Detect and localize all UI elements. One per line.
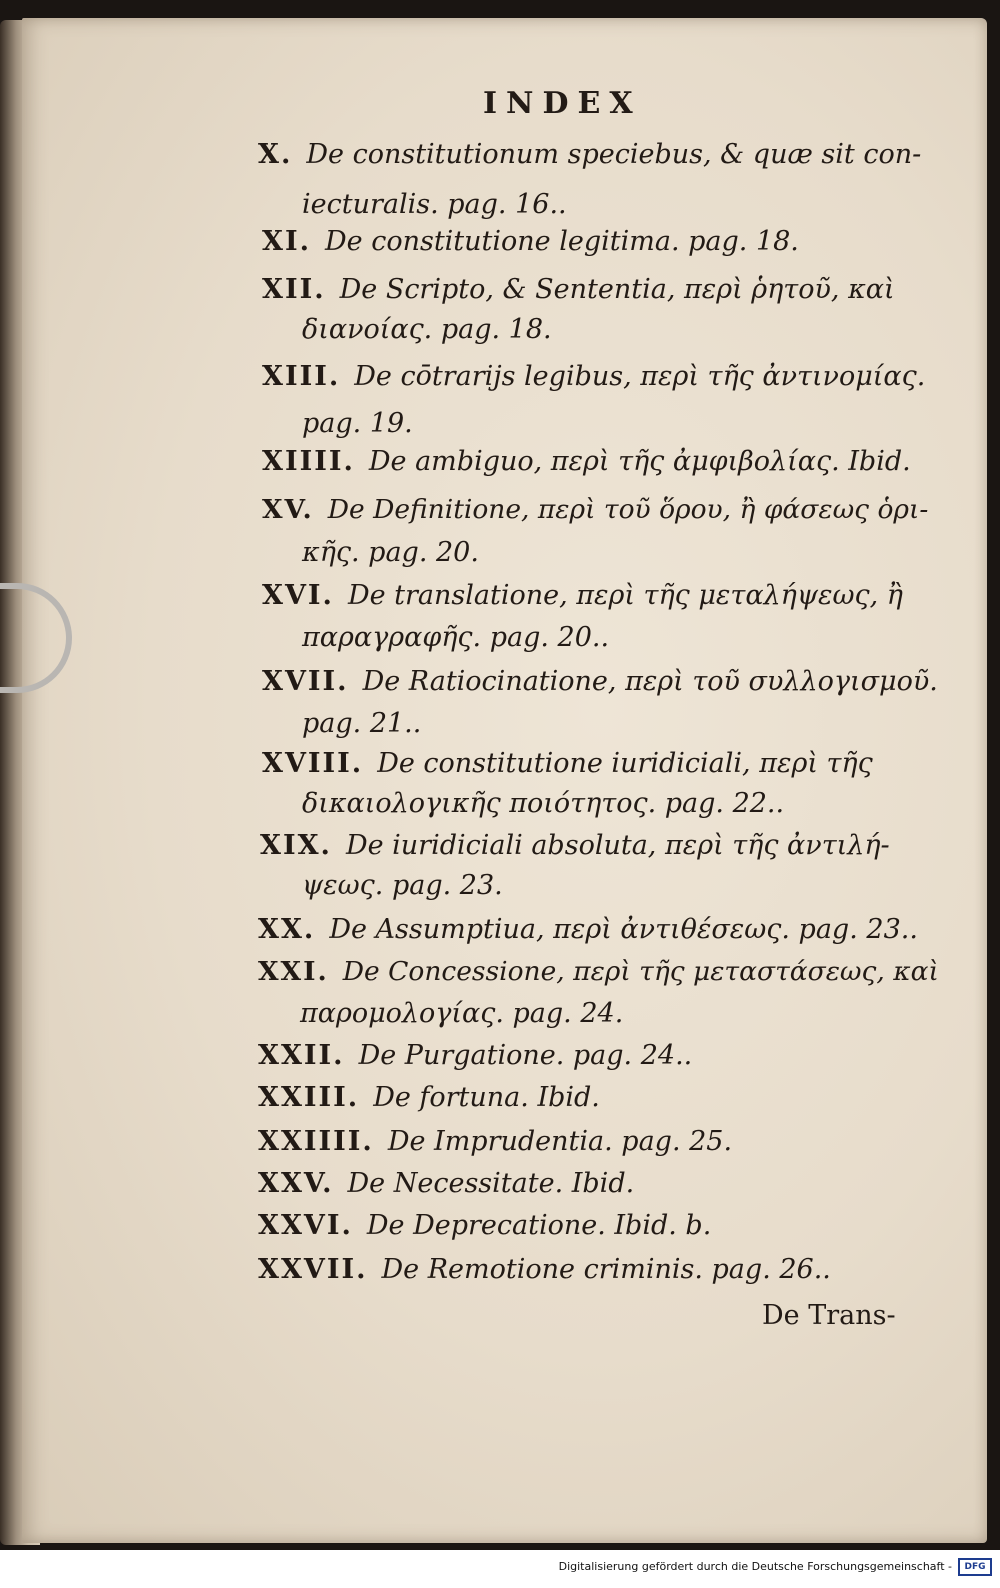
index-entry-xiiii: XIIII. De ambiguo, περὶ τῆς ἀμφιβολίας. Ibid. [262,446,911,477]
catchword: De Trans- [762,1300,896,1331]
index-entry-xxvii: XXVII. De Remotione criminis. pag. 26.. [258,1254,831,1285]
index-entry-xii-cont: διανοίας. pag. 18. [302,314,552,345]
index-entry-xxiiii: XXIIII. De Imprudentia. pag. 25. [258,1126,733,1157]
index-entry-xvi-cont: παραγραφῆς. pag. 20.. [302,622,610,653]
index-entry-x-cont: iecturalis. pag. 16.. [302,189,567,220]
index-entry-xix: XIX. De iuridiciali absoluta, περὶ τῆς ἀντιλή- [260,830,890,861]
index-entry-xvii-cont: pag. 21.. [302,708,422,739]
index-entry-xiii-cont: pag. 19. [302,408,413,439]
index-entry-xiii: XIII. De cōtrarijs legibus, περὶ τῆς ἀντινομίας. [262,361,926,392]
index-entry-xxvi: XXVI. De Deprecatione. Ibid. b. [258,1210,712,1241]
index-entry-xxiii: XXIII. De fortuna. Ibid. [258,1082,600,1113]
index-entry-xv-cont: κῆς. pag. 20. [302,537,479,568]
index-entry-xx: XX. De Assumptiua, περὶ ἀντιθέσεως. pag. 23.. [258,914,918,945]
index-entry-xix-cont: ψεως. pag. 23. [302,870,503,901]
index-entry-xxv: XXV. De Necessitate. Ibid. [258,1168,635,1199]
index-entry-xii: XII. De Scripto, & Sententia, περὶ ῥητοῦ, καὶ [262,274,895,305]
dfg-logo: DFG [958,1558,992,1576]
index-entry-xviii: XVIII. De constitutione iuridiciali, περὶ τῆς [262,748,873,779]
index-entry-xviii-cont: δικαιολογικῆς ποιότητος. pag. 22.. [302,788,785,819]
index-entry-xv: XV. De Definitione, περὶ τοῦ ὅρου, ἢ φάσεως ὁρι- [262,494,929,525]
page-header: INDEX [483,86,642,121]
footer-bar [0,1550,1000,1588]
funding-notice: Digitalisierung gefördert durch die Deutsche Forschungsgemeinschaft - [558,1560,952,1573]
index-entry-xxii: XXII. De Purgatione. pag. 24.. [258,1040,693,1071]
index-entry-x: X. De constitutionum speciebus, & quæ sit con- [258,139,922,170]
index-entry-xi: XI. De constitutione legitima. pag. 18. [262,226,799,257]
index-entry-xxi: XXI. De Concessione, περὶ τῆς μεταστάσεως, καὶ [258,956,939,987]
index-entry-xxi-cont: παρομολογίας. pag. 24. [300,998,624,1029]
index-entry-xvi: XVI. De translatione, περὶ τῆς μεταλήψεως, ἢ [262,580,903,611]
index-entry-xvii: XVII. De Ratiocinatione, περὶ τοῦ συλλογισμοῦ. [262,666,938,697]
